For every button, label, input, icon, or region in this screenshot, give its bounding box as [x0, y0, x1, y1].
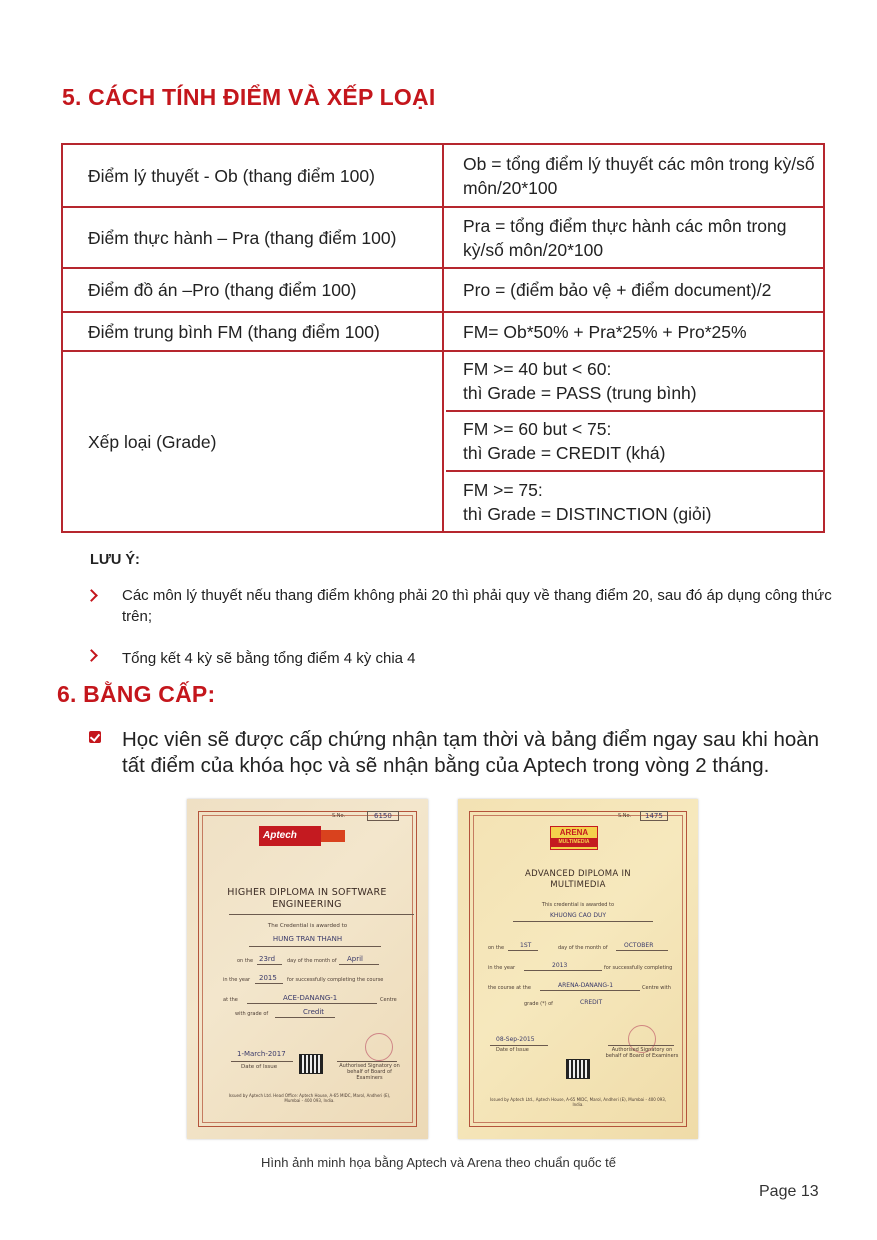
note-item: Tổng kết 4 kỳ sẽ bằng tổng điểm 4 kỳ chia 4 [122, 650, 416, 667]
field-label: day of the month of [558, 945, 608, 951]
grade-condition: FM >= 60 but < 75: [463, 419, 612, 439]
rule [513, 921, 653, 922]
field-label: with grade of [235, 1011, 269, 1017]
recipient-name: HUNG TRAN THANH [272, 935, 343, 943]
rule [490, 1045, 548, 1046]
table-row-pro-label: Điểm đồ án –Pro (thang điểm 100) [63, 269, 444, 311]
signature-seal-icon [365, 1033, 393, 1061]
issue-date: 08-Sep-2015 [496, 1036, 535, 1043]
award-grade: Credit [303, 1008, 325, 1016]
certificate-paragraph: Học viên sẽ được cấp chứng nhận tạm thời và bảng điểm ngay sau khi hoàn tất điểm của khóa học và sẽ nhận bằng của Aptech trong vòng 2 tháng. [122, 728, 820, 777]
aptech-diploma-image [187, 799, 428, 1139]
rule [247, 1003, 377, 1004]
grade-level-credit [444, 412, 825, 470]
award-year: 2013 [552, 962, 568, 969]
diploma-title: ADVANCED DIPLOMA IN MULTIMEDIA [525, 869, 631, 890]
rule [508, 950, 538, 951]
grade-level-pass [444, 352, 825, 410]
serial-label: S.No. [618, 813, 632, 819]
image-caption: Hình ảnh minh họa bằng Aptech và Arena theo chuẩn quốc tế [261, 1155, 616, 1170]
aptech-logo-tag [321, 830, 345, 842]
issue-label: Date of Issue [496, 1047, 529, 1053]
page-number: Page 13 [759, 1183, 819, 1200]
grading-table [61, 143, 825, 533]
issue-date: 1-March-2017 [237, 1050, 286, 1058]
diploma-footer: Issued by Aptech Ltd. Head Office: Aptech House, A-65 MIDC, Marol, Andheri (E), Mumbai - 400 093, India. [228, 1093, 391, 1103]
field-label: day of the month of [287, 958, 337, 964]
table-row-ob-label: Điểm lý thuyết - Ob (thang điểm 100) [63, 145, 444, 206]
awarded-to-label: The Credential is awarded to [267, 923, 348, 929]
table-grade-label: Xếp loại (Grade) [63, 352, 444, 531]
rule [608, 1045, 674, 1046]
qr-code-icon [299, 1054, 323, 1074]
field-label: on the [237, 958, 254, 964]
rule [337, 1061, 397, 1062]
rule [616, 950, 668, 951]
grade-condition: FM >= 75: [463, 479, 543, 500]
chevron-right-icon [85, 589, 98, 602]
grade-result: thì Grade = CREDIT (khá) [463, 443, 666, 463]
rule [257, 964, 282, 965]
field-label: for successfully completing the course [287, 977, 384, 983]
diploma-title: HIGHER DIPLOMA IN SOFTWARE ENGINEERING [227, 887, 387, 910]
note-item: Các môn lý thuyết nếu thang điểm không phải 20 thì phải quy về thang điểm 20, sau đó áp dụng công thức trên; [122, 587, 832, 625]
section-5-heading: 5. CÁCH TÍNH ĐIỂM VÀ XẾP LOẠI [62, 84, 436, 110]
section-6-heading: 6. BẰNG CẤP: [57, 681, 216, 707]
rule [255, 983, 283, 984]
arena-logo-sub: MULTIMEDIA [551, 838, 597, 847]
award-day: 23rd [259, 955, 276, 963]
field-label: in the year [488, 965, 516, 971]
recipient-name: KHUONG CAO DUY [549, 912, 607, 919]
rule [524, 970, 602, 971]
table-row-ob-formula: Ob = tổng điểm lý thuyết các môn trong kỳ/số môn/20*100 [463, 153, 815, 198]
diploma-serial: 6150 [367, 811, 399, 821]
field-label: Centre [380, 997, 397, 1003]
diploma-serial: 1475 [640, 811, 668, 821]
award-year: 2015 [259, 974, 277, 982]
rule [540, 990, 640, 991]
grade-condition: FM >= 40 but < 60: [463, 359, 612, 379]
table-row-fm-label: Điểm trung bình FM (thang điểm 100) [63, 313, 444, 350]
notes-title: LƯU Ý: [90, 552, 140, 568]
field-label: for successfully completing [604, 965, 673, 971]
diploma-footer: Issued by Aptech Ltd., Aptech House, A-65 MIDC, Marol, Andheri (E), Mumbai - 400 093, India. [489, 1097, 667, 1107]
arena-logo-text: ARENA [559, 828, 589, 837]
rule [229, 914, 414, 915]
table-row-pra-formula: Pra = tổng điểm thực hành các môn trong kỳ/số môn/20*100 [463, 215, 787, 260]
table-row-pra-label: Điểm thực hành – Pra (thang điểm 100) [63, 208, 444, 267]
award-month: April [347, 955, 363, 963]
serial-label: S.No. [332, 813, 346, 819]
arena-diploma-image [458, 799, 698, 1139]
award-centre: ARENA-DANANG-1 [558, 982, 614, 989]
aptech-logo: Aptech [259, 826, 321, 846]
signatory-label: Authorised Signatory on behalf of Board of Examiners [339, 1063, 400, 1081]
rule [275, 1017, 335, 1018]
awarded-to-label: This credential is awarded to [541, 902, 615, 908]
qr-code-icon [566, 1059, 590, 1079]
grade-result: thì Grade = DISTINCTION (giỏi) [463, 503, 712, 524]
issue-label: Date of Issue [241, 1064, 278, 1070]
award-centre: ACE-DANANG-1 [283, 994, 338, 1002]
arena-logo [550, 826, 598, 850]
field-label: grade (*) of [524, 1001, 553, 1007]
rule [339, 964, 379, 965]
grade-level-distinction [444, 472, 825, 531]
field-label: on the [488, 945, 505, 951]
rule [231, 1061, 293, 1062]
table-row-pro-formula: Pro = (điểm bảo vệ + điểm document)/2 [463, 280, 772, 300]
grade-result: thì Grade = PASS (trung bình) [463, 383, 697, 403]
signatory-label: Authorised Signatory on behalf of Board of Examiners [605, 1047, 679, 1059]
checkbox-icon [89, 731, 101, 743]
field-label: Centre with [642, 985, 671, 991]
award-grade: CREDIT [580, 999, 603, 1006]
rule [249, 946, 381, 947]
field-label: the course at the [488, 985, 531, 991]
award-day: 1ST [520, 942, 532, 949]
chevron-right-icon [85, 649, 98, 662]
field-label: at the [223, 997, 238, 1003]
field-label: in the year [223, 977, 251, 983]
award-month: OCTOBER [624, 942, 654, 949]
table-row-fm-formula: FM= Ob*50% + Pra*25% + Pro*25% [463, 321, 747, 342]
